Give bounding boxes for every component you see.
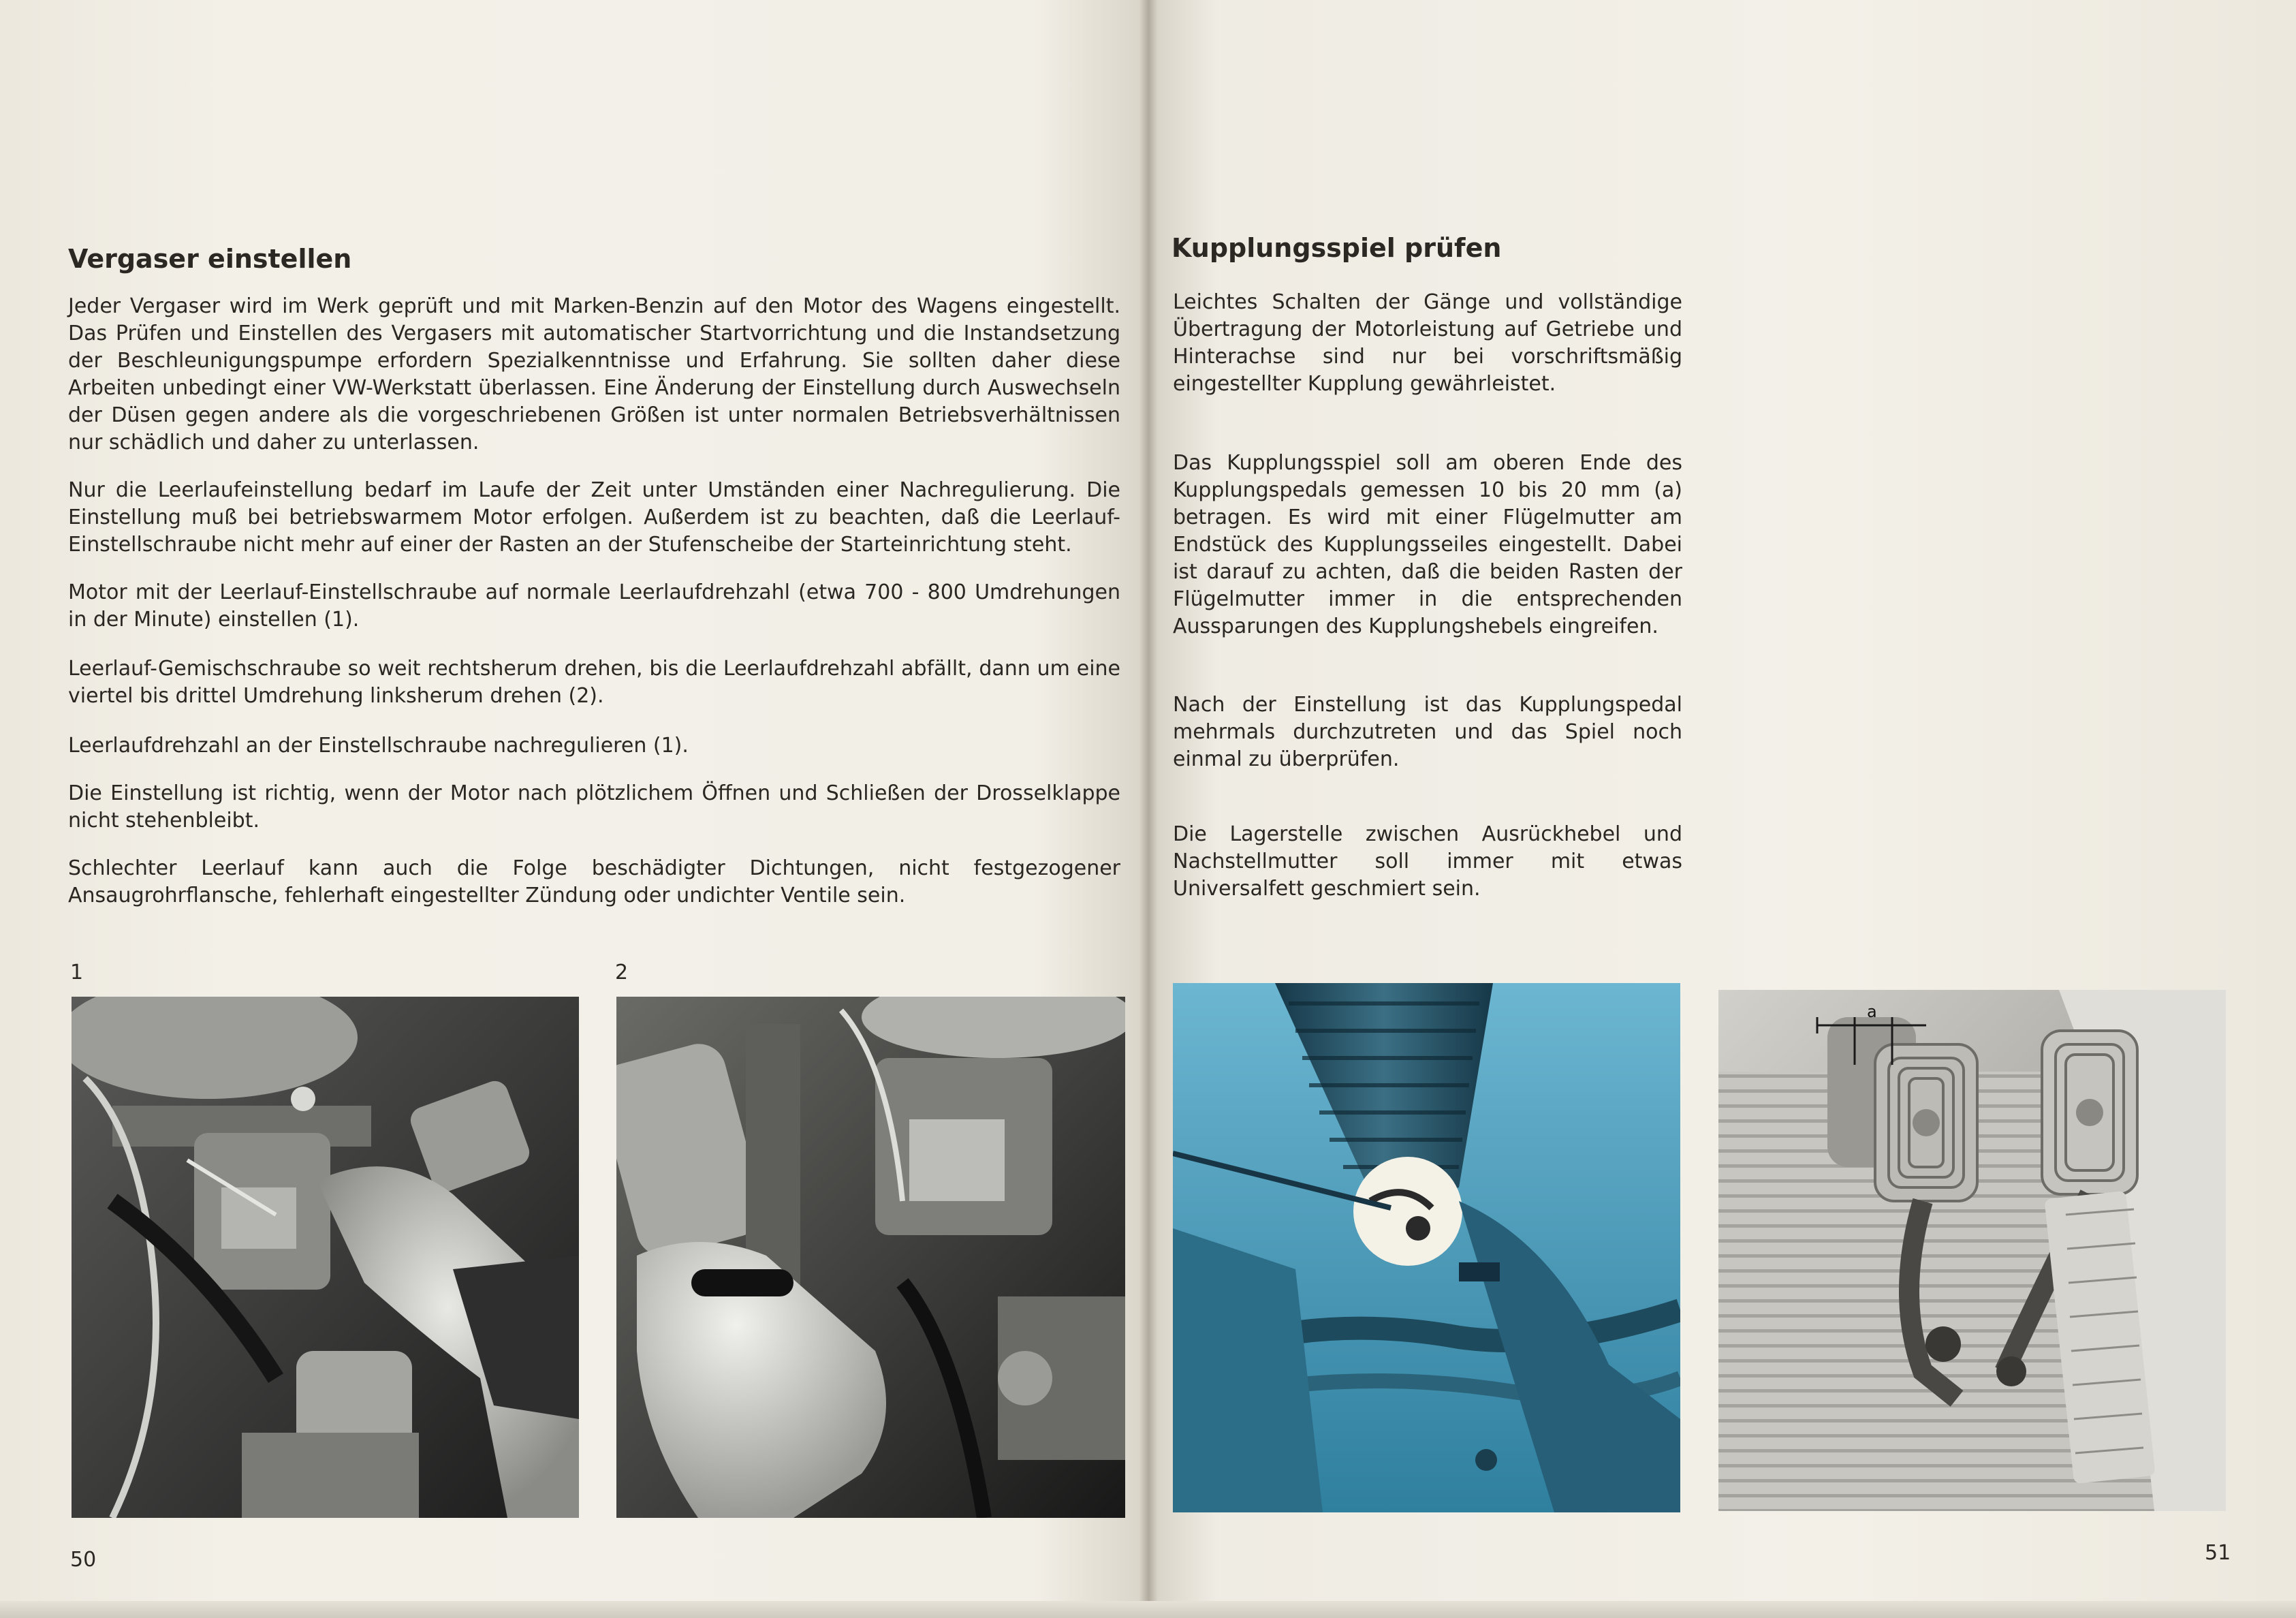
right-page-number: 51	[2205, 1541, 2231, 1565]
right-paragraph-2: Das Kupplungsspiel soll am oberen Ende des Kupplungspedals gemessen 10 bis 20 mm (a) betragen. Es wird mit einer Flügelmutter am Endstück des Kupplungsseiles eingestellt. Dabei ist darauf zu achten, daß die beiden Rasten der Flügelmutter immer in die entsprechenden Aussparungen des Kupplungshebels eingreifen.	[1173, 451, 1682, 638]
pedal-dimension-label: a	[1867, 1002, 1877, 1021]
left-paragraph-3: Motor mit der Leerlauf-Einstellschraube auf normale Leerlaufdrehzahl (etwa 700 - 800 Umdrehungen in der Minute) einstellen (1).	[68, 580, 1120, 632]
left-paragraph-1: Jeder Vergaser wird im Werk geprüft und mit Marken-Benzin auf den Motor des Wagens eingestellt. Das Prüfen und Einstellen des Vergasers mit automatischer Startvorrichtung und die Instandsetzung der Beschleunigungspumpe erfordern Spezialkenntnisse und Erfahrung. Sie sollten daher diese Arbeiten unbedingt einer VW-Werkstatt überlassen. Eine Änderung der Einstellung durch Auswechseln der Düsen gegen andere als die vorgeschriebenen Größen ist unter normalen Betriebsverhältnissen nur schädlich und daher zu unterlassen.	[68, 294, 1120, 454]
left-paragraph-4: Leerlauf-Gemischschraube so weit rechtsherum drehen, bis die Leerlaufdrehzahl abfällt, dann um eine viertel bis drittel Umdrehung linksherum drehen (2).	[68, 657, 1120, 708]
left-paragraph-5: Leerlaufdrehzahl an der Einstellschraube nachregulieren (1).	[68, 734, 689, 758]
page-bottom-edge	[0, 1601, 2296, 1618]
left-paragraph-2: Nur die Leerlaufeinstellung bedarf im Laufe der Zeit unter Umständen einer Nachregulierung. Die Einstellung muß bei betriebswarmem Motor erfolgen. Außerdem ist zu beachten, daß die Leerlauf-Einstellschraube nicht mehr auf einer der Rasten an der Stufenscheibe der Starteinrichtung steht.	[68, 478, 1120, 557]
right-heading: Kupplungsspiel prüfen	[1171, 233, 1502, 263]
figure-1-label: 1	[70, 961, 84, 984]
right-paragraph-4: Die Lagerstelle zwischen Ausrückhebel und Nachstellmutter soll immer mit etwas Universalfett geschmiert sein.	[1173, 822, 1682, 901]
right-paragraph-1: Leichtes Schalten der Gänge und vollständige Übertragung der Motorleistung auf Getriebe und Hinterachse sind nur bei vorschriftsmäßig eingestellter Kupplung gewährleistet.	[1173, 290, 1682, 396]
left-paragraph-6: Die Einstellung ist richtig, wenn der Motor nach plötzlichem Öffnen und Schließen der Drosselklappe nicht stehenbleibt.	[68, 781, 1120, 833]
engine-photo-2	[616, 997, 1125, 1518]
left-page-number: 50	[70, 1548, 97, 1572]
figure-2-label: 2	[615, 961, 629, 984]
clutch-cable-photo	[1173, 983, 1680, 1512]
left-paragraph-7: Schlechter Leerlauf kann auch die Folge beschädigter Dichtungen, nicht festgezogener Ansaugrohrflansche, fehlerhaft eingestellter Zündung oder undichter Ventile sein.	[68, 856, 1120, 907]
engine-photo-1	[72, 997, 579, 1518]
left-heading: Vergaser einstellen	[68, 244, 352, 274]
book-gutter	[1139, 0, 1158, 1618]
pedal-photo	[1718, 990, 2226, 1511]
right-paragraph-3: Nach der Einstellung ist das Kupplungspedal mehrmals durchzutreten und das Spiel noch einmal zu überprüfen.	[1173, 693, 1682, 771]
